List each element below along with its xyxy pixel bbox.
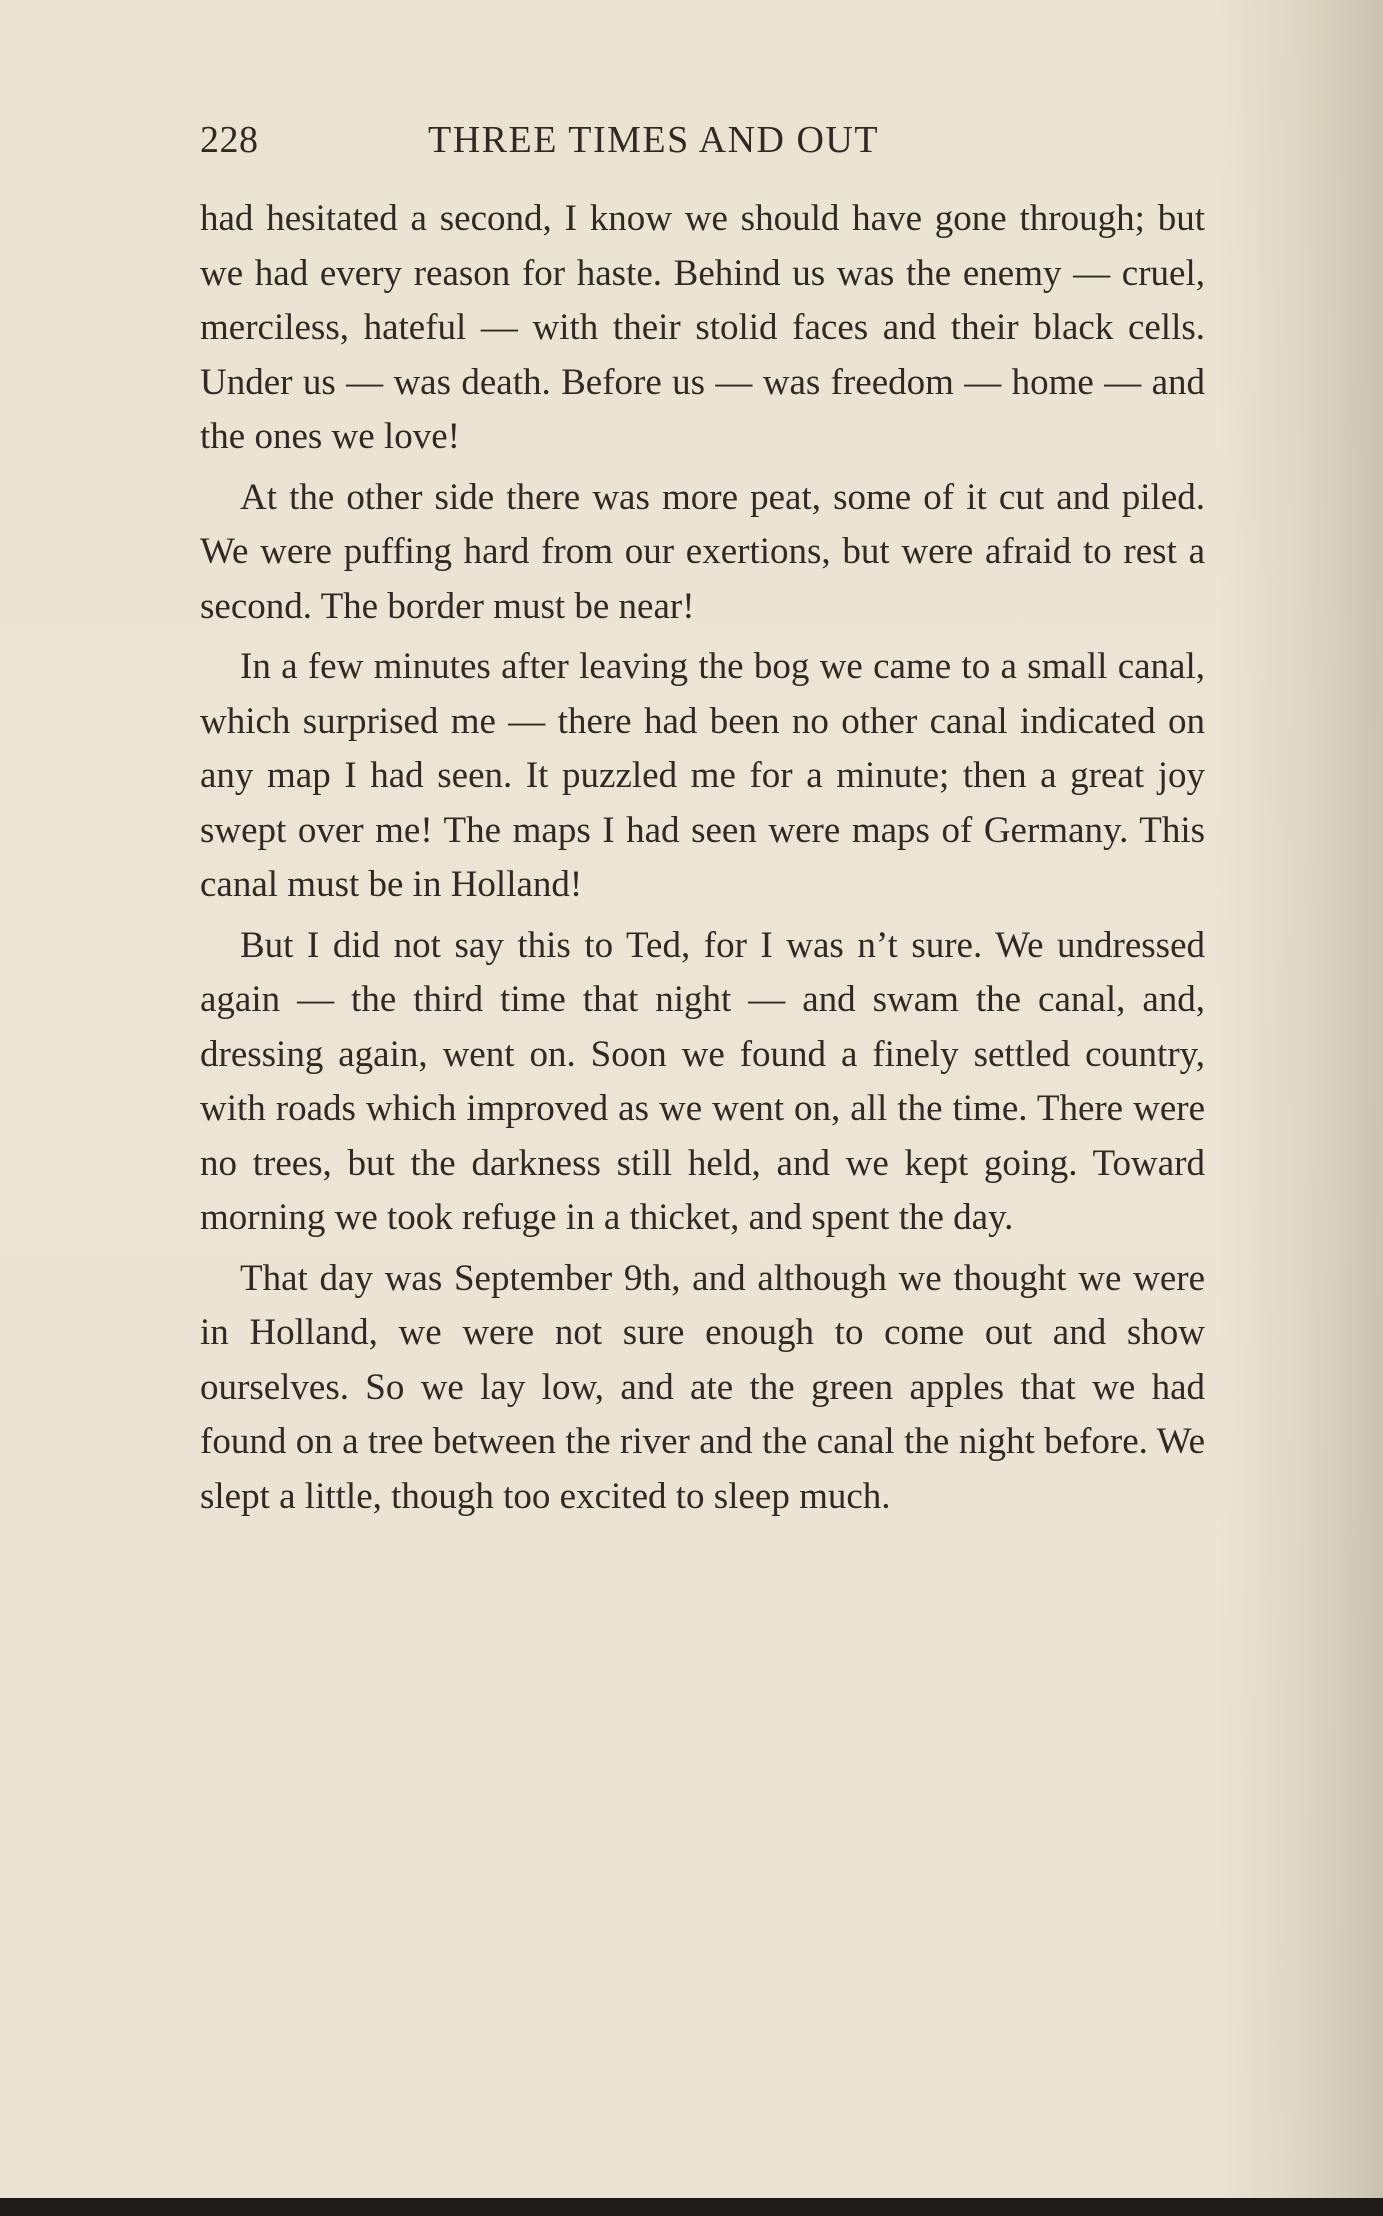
page-number: 228	[200, 119, 259, 161]
paragraph: But I did not say this to Ted, for I was n’t sure. We undressed again — the third time that night — and swam the canal, and, dressing again, went on. Soon we found a finely settled country, with roads which improved as we went on, all the time. There were no trees, but the darkness still held, and we kept going. Toward morning we took refuge in a thicket, and spent the day.	[200, 924, 1205, 1238]
page-bottom-edge	[0, 2198, 1383, 2216]
body-text	[200, 192, 1205, 1524]
paragraph: At the other side there was more peat, some of it cut and piled. We were puffing hard from our exertions, but were afraid to rest a second. The border must be near!	[200, 476, 1205, 627]
page-header	[200, 118, 1220, 174]
running-head: THREE TIMES AND OUT	[428, 119, 880, 161]
paragraph: That day was September 9th, and although we thought we were in Holland, we were not sure enough to come out and show ourselves. So we lay low, and ate the green apples that we had found on a tree between the river and the canal the night before. We slept a little, though too excited to sleep much.	[200, 1257, 1205, 1517]
paragraph: In a few minutes after leaving the bog we came to a small canal, which surprised me — there had been no other canal indicated on any map I had seen. It puzzled me for a minute; then a great joy swept over me! The maps I had seen were maps of Germany. This canal must be in Holland!	[200, 646, 1205, 905]
paragraph: had hesitated a second, I know we should have gone through; but we had every reason for haste. Behind us was the enemy — cruel, merciless, hateful — with their stolid faces and their black cells. Under us — was death. Before us — was freedom — home — and the ones we love!	[200, 198, 1205, 457]
